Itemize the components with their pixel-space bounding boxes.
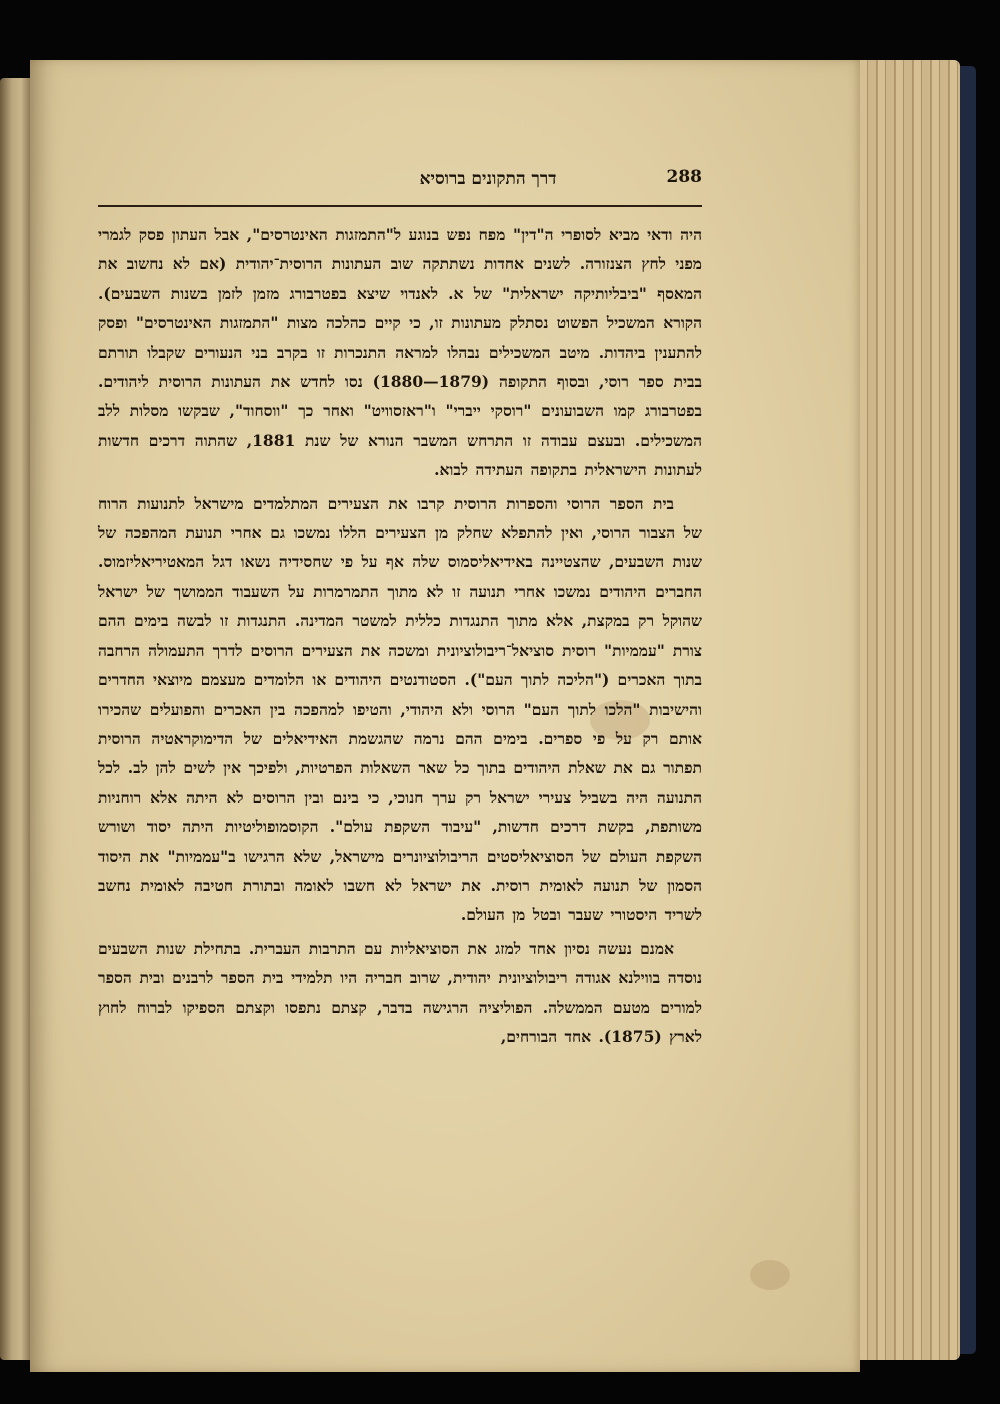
page-header	[98, 165, 702, 205]
left-page-edge	[0, 78, 30, 1360]
paper-stain	[750, 1260, 790, 1290]
paragraph: היה ודאי מביא לסופרי ה"דין" מפח נפש בנוגע ל"התמזגות האינטרסים", אבל העתון פסק לגמרי מפני לחץ הצנזורה. לשנים אחדות נשתתקה שוב העתונות הרוסית־יהודית (אם לא נחשוב את המאסף "ביבליותיקה ישראלית" של א. לאנדוי שיצא בפטרבורג מזמן לזמן בשנות השבעים). הקורא המשכיל הפשוט נסתלק מעתונות זו, כי קיים כהלכה מצות "התמזגות האינטרסים" ופסק להתענין ביהדות. מיטב המשכילים נבהלו למראה התנכרות זו בקרב בני הנעורים שקבלו תורתם בבית ספר רוסי, ובסוף התקופה (1879—1880) נסו לחדש את העתונות הרוסית ליהודים. בפטרבורג קמו השבועונים "רוסקי ייברי" ו"ראזסוויט" ואחר כך "ווסחוד", שבקשו מסלות ללב המשכילים. ובעצם עבודה זו התרחש המשבר הנורא של שנת 1881, שהתוה דרכים חדשות לעתונות הישראלית בתקופה העתידה לבוא.	[98, 225, 702, 480]
page-number: 288	[666, 167, 702, 187]
page-edges-stack	[850, 60, 960, 1360]
paragraph: אמנם נעשה נסיון אחד למזג את הסוציאליות עם התרבות העברית. בתחילת שנות השבעים נוסדה בווילנא אגודה ריבולוציונית יהודית, שרוב חבריה היו תלמידי בית הספר לרבנים ובית הספר למורים מטעם הממשלה. הפוליציה הרגישה בדבר, קצתם נתפסו וקצתם הספיקו לברוח לחוץ לארץ (1875). אחד הבורחים,	[98, 938, 702, 1046]
paragraph: בית הספר הרוסי והספרות הרוסית קרבו את הצעירים המתלמדים מישראל לתנועות הרוח של הצבור הרוסי, ואין להתפלא שחלק מן הצעירים הללו נמשכו גם אחרי תנועת המהפכה של שנות השבעים, שהצטיינה באידיאליסמוס שלה אף על פי שחסידיה נשאו דגל המאטיריאליזמוס. החברים היהודים נמשכו אחרי תנועה זו לא מתוך התמרמרות על השעבוד הממושך של ישראל שהוקל רק במקצת, אלא מתוך התנגדות כללית למשטר המדינה. התנגדות זו לבשה בימים ההם צורת "עממיות" רוסית סוציאל־ריבולוציונית ומשכה את הצעירים הרוסים לדרך התעמולה הרחבה בתוך האכרים ("הליכה לתוך העם"). הסטודנטים היהודים או הלומדים מעצמם מיוצאי החדרים והישיבות "הלכו לתוך העם" הרוסי ולא היהודי, והטיפו למהפכה בין האכרים והפועלים שהכירו אותם רק על פי ספרים. בימים ההם נרמה שהגשמת האידיאלים של הדימוקראטיה הרוסית תפתור גם את שאלת היהודים בתוך כל שאר השאלות הפרטיות, ולפיכך אין לשים להן לב. לכל התנועה היה בשביל צעירי ישראל רק ערך חנוכי, כי בינם ובין הרוסים לא היתה אלא רוחניות משותפת, בקשת דרכים חדשות, "עיבוד השקפת עולם". הקוסמופוליטיות היתה יסוד ושורש השקפת העולם של הסוציאליסטים הריבולוציונרים מישראל, שלא הרגישו ב"עממיות" את היסוד הסמון של תנועה לאומית רוסית. את ישראל לא חשבו לאומה ובתורת חטיבה לאומית נחשב לשריד היסטורי שעבר ובטל מן העולם.	[98, 493, 702, 925]
running-title: דרך התקונים ברוסיא	[419, 169, 557, 189]
body-text	[98, 220, 702, 1051]
header-rule	[98, 205, 702, 207]
